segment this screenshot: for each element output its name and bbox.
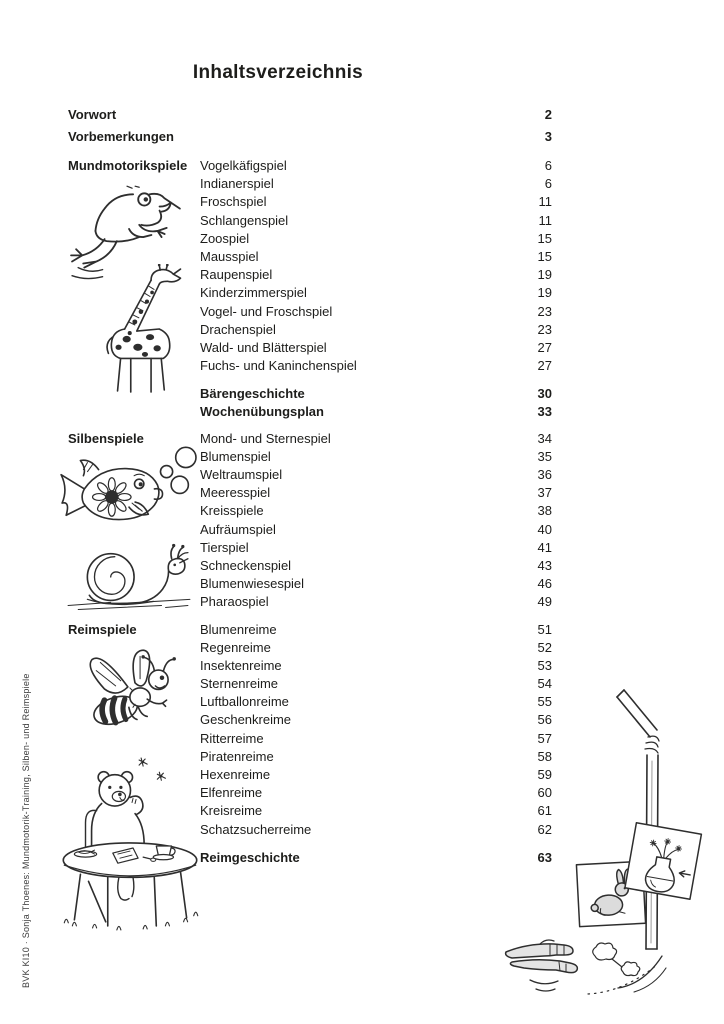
toc-entry-page: 37 <box>537 485 552 501</box>
toc-entry-label: Raupenspiel <box>200 267 273 283</box>
toc-row <box>200 557 552 575</box>
toc-entry-page: 63 <box>537 849 552 865</box>
toc-entry-page: 19 <box>537 267 552 283</box>
section-heading: Mundmotorikspiele <box>68 158 188 173</box>
toc-row <box>200 802 552 820</box>
section-entries <box>200 430 552 612</box>
toc-entry-page: 15 <box>537 248 552 264</box>
toc-entry-label: Schatzsucherreime <box>200 821 312 837</box>
toc-entry-label: Mond- und Sternespiel <box>200 430 331 446</box>
toc-entry-label: Tierspiel <box>200 539 249 555</box>
toc-entry-label: Sternenreime <box>200 676 279 692</box>
toc-row <box>200 575 552 593</box>
fish-illustration <box>54 444 198 550</box>
toc-row <box>200 321 552 339</box>
toc-entry-page: 27 <box>537 358 552 374</box>
toc-entry-label: Indianerspiel <box>200 176 274 192</box>
toc-entry-page: 11 <box>538 194 552 210</box>
toc-row <box>200 303 552 321</box>
toc-section-mundmotorikspiele <box>68 157 552 422</box>
toc-row <box>200 766 552 784</box>
toc-entry-page: 33 <box>537 404 552 420</box>
page-title: Inhaltsverzeichnis <box>192 62 364 83</box>
toc-row <box>200 193 552 211</box>
toc-entry-page: 6 <box>544 176 552 192</box>
toc-row <box>200 730 552 748</box>
toc-entry-page: 6 <box>544 158 552 173</box>
toc-row <box>200 521 552 539</box>
toc-row <box>200 175 552 193</box>
toc-entry-page: 38 <box>537 503 552 519</box>
toc-entry-page: 3 <box>544 129 552 144</box>
toc-entry-label: Piratenreime <box>200 748 274 764</box>
toc-entry-label: Ritterreime <box>200 730 264 746</box>
toc-entry-page: 62 <box>537 821 552 837</box>
toc-entry-label: Hexenreime <box>200 767 271 782</box>
toc-entry-label: Kinderzimmerspiel <box>200 285 307 301</box>
toc-entry-page: 43 <box>537 557 552 573</box>
toc-row <box>200 375 552 385</box>
toc-entry-page: 23 <box>537 303 552 319</box>
toc-row <box>200 539 552 557</box>
toc-entry-page: 41 <box>537 539 552 555</box>
toc-entry-label: Aufräumspiel <box>200 521 276 537</box>
toc-row <box>200 593 552 611</box>
toc-entry-page: 23 <box>537 321 552 337</box>
toc-entry-label: Regenreime <box>200 639 271 655</box>
section-entries <box>200 621 552 867</box>
toc-entry-label: Luftballonreime <box>200 694 289 710</box>
toc-entry-label: Meeresspiel <box>200 485 271 501</box>
snail-illustration <box>64 540 194 612</box>
toc-entry-label: Pharaospiel <box>200 594 269 610</box>
toc-row <box>200 284 552 302</box>
toc-row <box>200 448 552 466</box>
toc-entry-label: Vorbemerkungen <box>68 129 174 144</box>
toc-row <box>200 357 552 375</box>
bee-illustration <box>82 646 190 738</box>
toc-row <box>200 693 552 711</box>
toc-row <box>200 157 552 175</box>
toc-entry-label: Schlangenspiel <box>200 212 289 228</box>
toc-entry-page: 49 <box>537 594 552 610</box>
picture-cards-illustration <box>574 816 706 932</box>
toc-entry-label: Froschspiel <box>200 194 267 210</box>
toc-entry-page: 51 <box>537 621 552 637</box>
toc-row <box>200 675 552 693</box>
toc-entry-label: Blumenwiesespiel <box>200 576 305 592</box>
toc-row <box>200 212 552 230</box>
toc-entry-label: Weltraumspiel <box>200 467 283 482</box>
toc-entry-label: Mausspiel <box>200 248 259 264</box>
toc-row <box>200 248 552 266</box>
toc-row <box>200 266 552 284</box>
toc-entry-page: 34 <box>537 430 552 446</box>
toc-entry-label: Schneckenspiel <box>200 557 292 573</box>
toc-entry-page: 60 <box>537 785 552 801</box>
toc-row <box>200 502 552 520</box>
toc-entry-label: Fuchs- und Kaninchenspiel <box>200 358 357 374</box>
toc-row <box>200 385 552 403</box>
toc-row <box>200 849 552 867</box>
toc-entry-label: Kreisspiele <box>200 503 264 519</box>
toc-row <box>68 126 552 148</box>
toc-row <box>200 466 552 484</box>
toc-entry-label: Blumenspiel <box>200 448 271 464</box>
toc-row <box>200 484 552 502</box>
toc-row <box>200 403 552 421</box>
toc-row <box>200 621 552 639</box>
section-heading: Silbenspiele <box>68 430 144 446</box>
toc-entry-label: Zoospiel <box>200 230 250 246</box>
spine-text: BVK KI10 · Sonja Thoenes: Mundmotorik-Training, Silben- und Reimspiele <box>21 673 31 988</box>
toc-entry-label: Insektenreime <box>200 657 282 673</box>
toc-row <box>200 339 552 357</box>
toc-entry-page: 59 <box>537 767 552 782</box>
toc-entry-label: Vorwort <box>68 107 117 122</box>
toc-section-silbenspiele <box>68 430 552 612</box>
toc-row <box>200 430 552 448</box>
giraffe-illustration <box>104 264 190 394</box>
toc-row <box>68 104 552 126</box>
toc-entry-label: Drachenspiel <box>200 321 276 337</box>
toc-entry-label: Geschenkreime <box>200 712 292 728</box>
toc-row <box>200 821 552 839</box>
toc-entry-page: 61 <box>537 803 552 819</box>
toc-entry-page: 56 <box>537 712 552 728</box>
toc-entry-page: 15 <box>537 230 552 246</box>
toc-entry-page: 27 <box>537 339 552 355</box>
toc-row <box>200 230 552 248</box>
toc-row <box>200 711 552 729</box>
toc-section-reimspiele <box>68 621 552 867</box>
toc-entry-label: Wald- und Blätterspiel <box>200 339 327 355</box>
toc-entry-page: 54 <box>537 676 552 692</box>
toc-entry-label: Wochenübungsplan <box>200 404 324 420</box>
toc-entry-label: Vogelkäfigspiel <box>200 158 287 173</box>
toc-entry-label: Bärengeschichte <box>200 386 305 402</box>
toc-entry-page: 19 <box>537 285 552 301</box>
bear-at-table-illustration <box>58 756 202 936</box>
blowing-hands-illustration <box>500 934 670 1002</box>
toc-entry-page: 40 <box>537 521 552 537</box>
toc-entry-page: 53 <box>537 657 552 673</box>
toc-front-matter <box>68 104 552 148</box>
toc-entry-page: 55 <box>537 694 552 710</box>
toc-entry-page: 30 <box>537 386 552 402</box>
toc-entry-page: 57 <box>537 730 552 746</box>
toc-entry-label: Elfenreime <box>200 785 263 801</box>
section-entries <box>200 157 552 422</box>
toc-entry-label: Vogel- und Froschspiel <box>200 303 333 319</box>
toc-entry-page: 36 <box>537 467 552 482</box>
toc-entry-page: 2 <box>544 107 552 122</box>
toc-entry-page: 52 <box>537 639 552 655</box>
toc-row <box>200 657 552 675</box>
toc-entry-label: Reimgeschichte <box>200 849 300 865</box>
toc-entry-page: 58 <box>537 748 552 764</box>
section-heading: Reimspiele <box>68 621 137 637</box>
toc-row <box>200 639 552 657</box>
toc-entry-page: 35 <box>537 448 552 464</box>
toc-entry-page: 46 <box>537 576 552 592</box>
toc-row <box>200 784 552 802</box>
toc-entry-label: Blumenreime <box>200 621 277 637</box>
toc-row <box>200 748 552 766</box>
toc-row <box>200 839 552 849</box>
toc-entry-label: Kreisreime <box>200 803 263 819</box>
toc-entry-page: 11 <box>538 212 552 228</box>
